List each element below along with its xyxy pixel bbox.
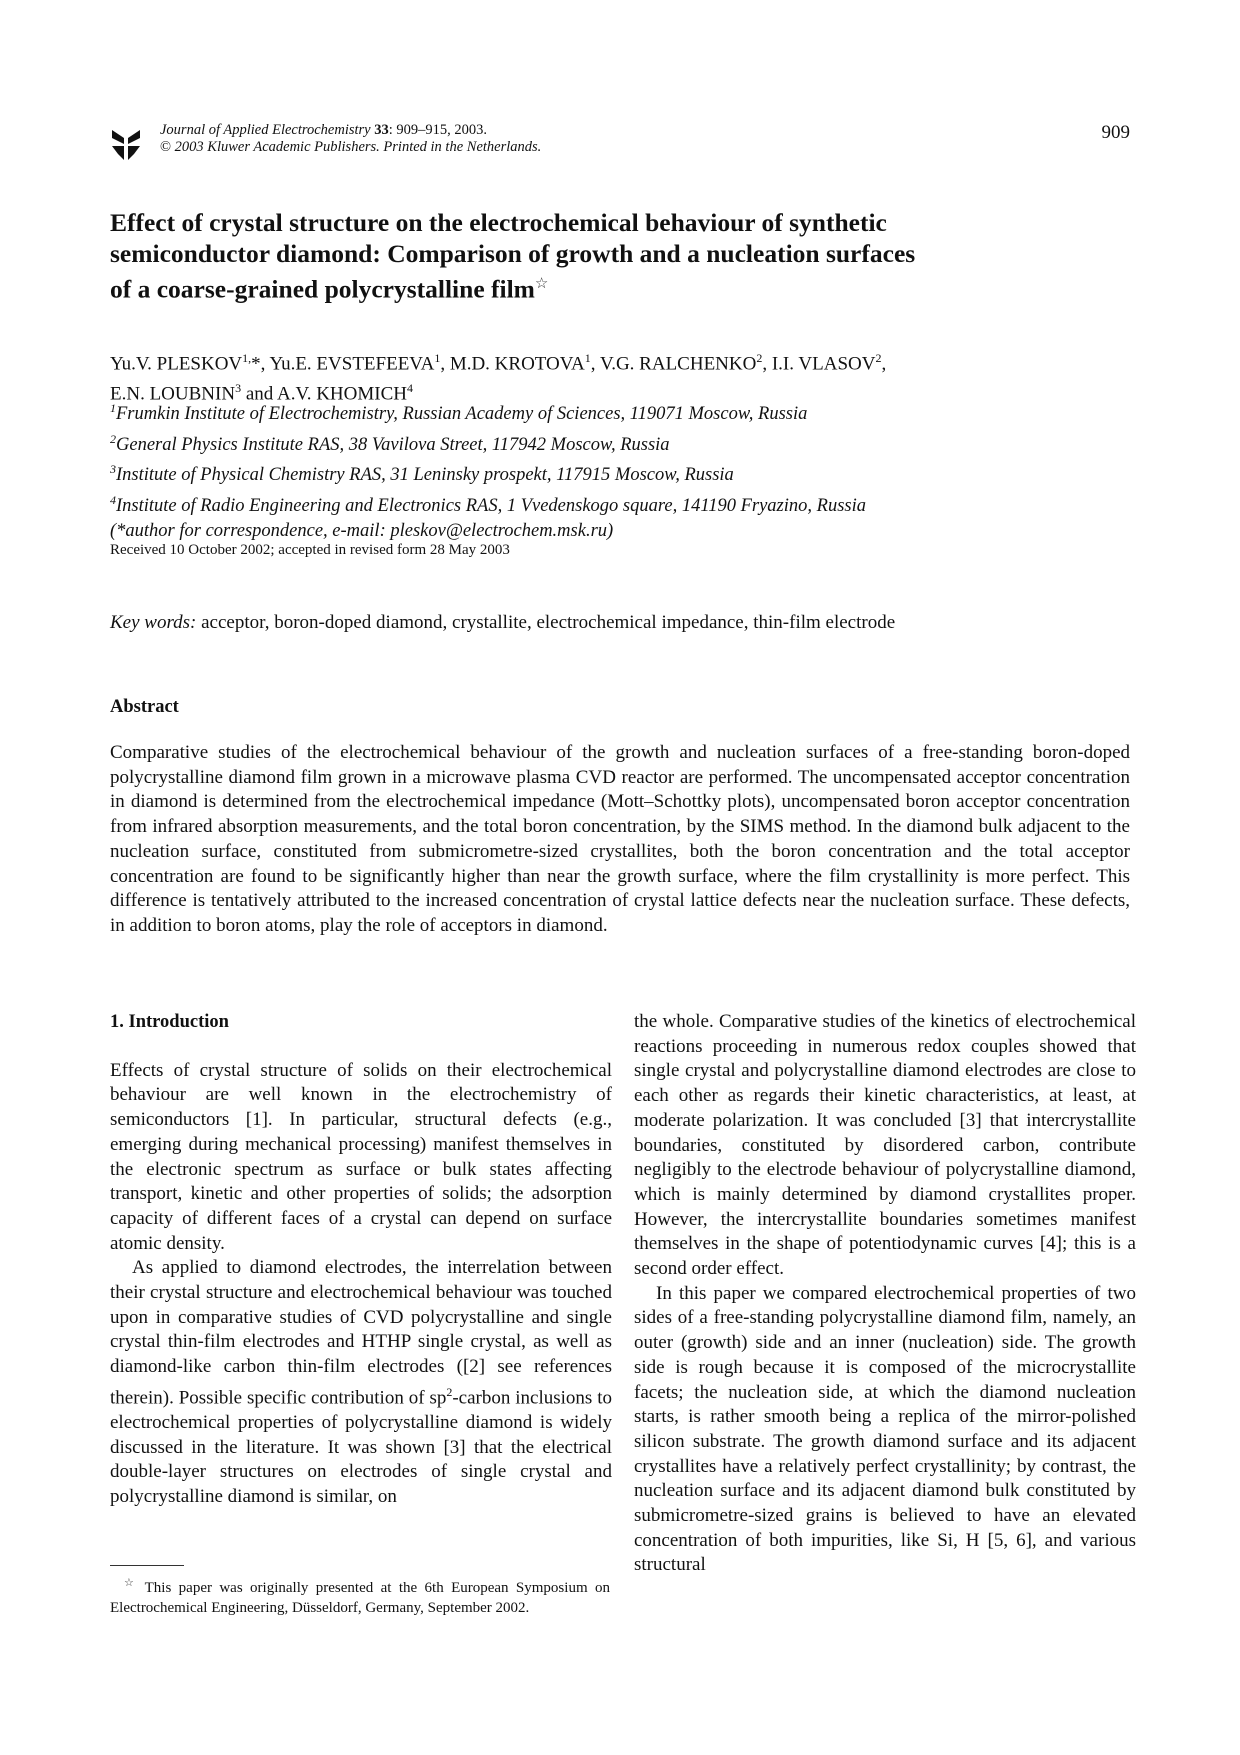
affiliation-sup: 4 [110,492,116,507]
affiliation-text: General Physics Institute RAS, 38 Vavilova Street, 117942 Moscow, Russia [116,434,670,455]
author-affil-sup: 2 [756,351,763,365]
correspondence-note: (*author for correspondence, e-mail: pleskov@electrochem.msk.ru) [110,520,614,541]
author-affil-sup: 4 [407,381,413,396]
copyright-symbol: © [160,139,172,155]
author-conjunction: and [241,383,277,405]
keywords-text: acceptor, boron-doped diamond, crystallite, electrochemical impedance, thin-film electrode [196,612,896,633]
author-name: , I.I. VLASOV [762,353,876,375]
journal-volume: 33 [374,122,389,138]
abstract-heading: Abstract [110,697,179,717]
author-name: A.V. KHOMICH [276,383,407,405]
right-column [634,1010,1136,1578]
keywords-label: Key words: [110,612,197,633]
superscript: 2 [446,1384,453,1399]
author-affil-sup: 2 [875,351,882,365]
paragraph: the whole. Comparative studies of the kinetics of electrochemical reactions proceeding in numerous redox couples showed that single crystal and polycrystalline diamond electrodes are close to each other as regards their kinetic characteristics, at least, at moderate polarization. It was concluded [3] that intercrystallite boundaries, constituted by disordered carbon, contribute negligibly to the electrode behaviour of polycrystalline diamond, which is mainly determined by diamond crystallites proper. However, the intercrystallite boundaries sometimes manifest themselves in the shape of potentiodynamic curves [4]; this is a second order effect. [634,1011,1136,1280]
affiliation [110,488,1130,519]
author-name: , M.D. KROTOVA [440,353,585,375]
title-line-2: semiconductor diamond: Comparison of growth and a nucleation surfaces [110,239,916,268]
journal-name: Journal of Applied Electrochemistry [160,122,371,138]
affiliation-text: Institute of Physical Chemistry RAS, 31 Leninsky prospekt, 117915 Moscow, Russia [116,465,734,486]
footnote-text: This paper was originally presented at the 6th European Symposium on Electrochemical Engineering, Düsseldorf, Germany, September 2002. [110,1580,610,1616]
paragraph: In this paper we compared electrochemical properties of two sides of a free-standing polycrystalline diamond film, namely, an outer (growth) side and an inner (nucleation) side. The growth side is rough because it is composed of the microcrystallite facets; the nucleation side, at which the diamond nucleation starts, is rather smooth being a replica of the mirror-polished silicon substrate. The growth diamond surface and its adjacent crystallites have a relatively perfect crystallinity; by contrast, the nucleation surface and its adjacent diamond bulk constituted by submicrometre-sized grains is believed to have an elevated concentration of both impurities, like Si, H [5, 6], and various structural [634,1282,1136,1576]
copyright-text: 2003 Kluwer Academic Publishers. Printed in the Netherlands. [171,139,542,155]
left-column [110,1010,612,1510]
page-number: 909 [1101,122,1130,143]
author-name: Yu.V. PLESKOV [110,353,243,375]
affiliation [110,427,1130,458]
journal-citation [160,122,541,156]
affiliation-text: Frumkin Institute of Electrochemistry, Russian Academy of Sciences, 119071 Moscow, Russia [116,404,808,425]
journal-pages: : 909–915, 2003. [388,122,488,138]
footnote-star: ☆ [124,1577,138,1589]
footnote [110,1574,610,1618]
affiliation-sup: 2 [110,431,116,446]
affiliation [110,396,1130,427]
title-footnote-star: ☆ [534,276,549,292]
affiliation-sup: 3 [110,462,116,477]
affiliation-list [110,396,1130,543]
affiliation-sup: 1 [110,401,116,415]
affiliation-text: Institute of Radio Engineering and Electronics RAS, 1 Vvedenskogo square, 141190 Fryazino, Russia [116,496,866,517]
paragraph-text: -carbon inclusions to electrochemical properties of polycrystalline diamond is widely discussed in the literature. It was shown [3] that the electrical double-layer structures on electrodes of single crystal and polycrystalline diamond is similar, on [110,1387,612,1507]
author-affil-sup: 1, [242,351,252,365]
author-affil-sup: 1 [584,351,591,365]
author-name: , V.G. RALCHENKO [590,353,757,375]
footnote-rule [110,1565,184,1566]
corresponding-star: * [251,353,261,375]
author-name: E.N. LOUBNIN [110,383,236,405]
author-affil-sup: 1 [434,351,441,365]
title-line-1: Effect of crystal structure on the electrochemical behaviour of synthetic [110,208,887,237]
paper-title [110,207,1030,305]
paragraph-text: As applied to diamond electrodes, the interrelation between their crystal structure and electrochemical behaviour was touched upon in comparative studies of CVD polycrystalline and single crystal thin-film electrodes and HTHP single crystal, as well as diamond-like carbon thin-film electrodes ([2] see references therein). Possible specific contribution of sp [110,1257,612,1409]
paragraph [110,1256,612,1509]
page-header [110,122,1130,172]
received-date: Received 10 October 2002; accepted in revised form 28 May 2003 [110,542,510,558]
abstract-text: Comparative studies of the electrochemical behaviour of the growth and nucleation surfaces of a free-standing boron-doped polycrystalline diamond film grown in a microwave plasma CVD reactor are performed. The uncompensated acceptor concentration in diamond is determined from the electrochemical impedance (Mott–Schottky plots), uncompensated boron acceptor concentration from infrared absorption measurements, and the total boron concentration, by the SIMS method. In the diamond bulk adjacent to the nucleation surface, constituted from submicrometre-sized crystallites, both the boron concentration and the total acceptor concentration are found to be significantly higher than near the growth surface, where the film crystallinity is more perfect. This difference is tentatively attributed to the increased concentration of crystal lattice defects near the nucleation surface. These defects, in addition to boron atoms, play the role of acceptors in diamond. [110,742,1130,936]
author-affil-sup: 3 [235,381,242,396]
paragraph: Effects of crystal structure of solids on their electrochemical behaviour are well known in the electrochemistry of semiconductors [1]. In particular, structural defects (e.g., emerging during mechanical processing) manifest themselves in the electronic spectrum as surface or bulk states affecting transport, kinetic and other properties of solids; the adsorption capacity of different faces of a crystal can depend on surface atomic density. [110,1059,612,1254]
publisher-logo-icon [110,128,142,162]
affiliation [110,457,1130,488]
keywords [110,612,1130,634]
author-separator: , [881,353,887,375]
section-heading: 1. Introduction [110,1012,229,1032]
author-name: , Yu.E. EVSTEFEEVA [260,353,435,375]
title-line-3: of a coarse-grained polycrystalline film [110,274,535,304]
